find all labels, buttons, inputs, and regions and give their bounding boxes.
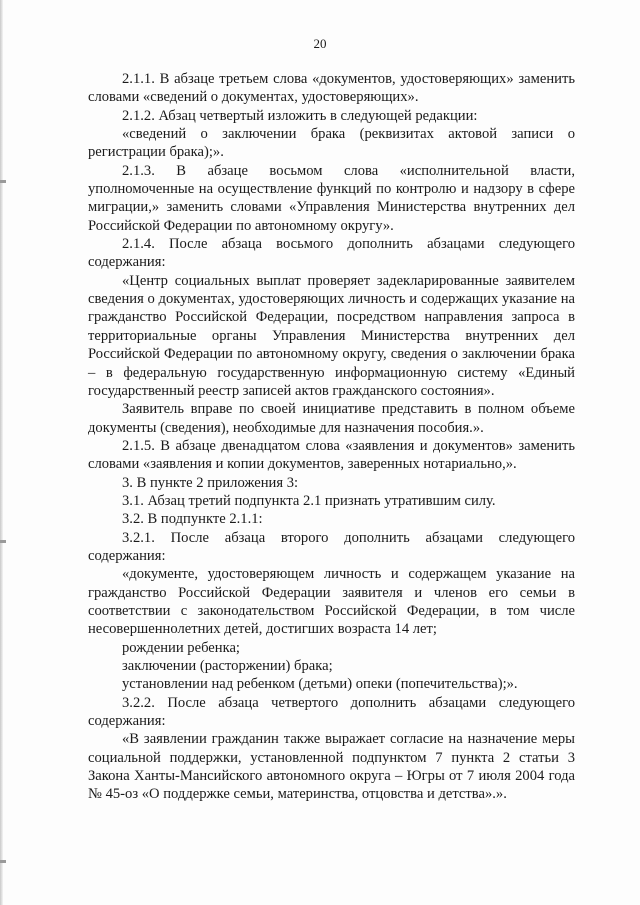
paragraph-2-1-3: 2.1.3. В абзаце восьмом слова «исполнительной власти, уполномоченные на осуществление функций по контролю и надзору в сфере миграции,» заменить словами «Управления Министерства внутренних дел Российской Федерации по автономному округу».: [88, 162, 575, 234]
paragraph-2-1-2: 2.1.2. Абзац четвертый изложить в следующей редакции:: [122, 107, 478, 124]
scan-artifact-mark: [0, 860, 6, 863]
paragraph-2-1-5: 2.1.5. В абзаце двенадцатом слова «заявления и документов» заменить словами «заявления и копии документов, заверенных нотариально,».: [88, 437, 575, 473]
paragraph-3-2: 3.2. В подпункте 2.1.1:: [122, 511, 263, 528]
paragraph-3-1: 3.1. Абзац третий подпункта 2.1 признать утратившим силу.: [122, 492, 496, 509]
paragraph-quote-consent: «В заявлении гражданин также выражает согласие на назначение меры социальной поддержки, установленной подпунктом 7 пункта 2 статьи 3 Закона Ханты-Мансийского автономного округа – Югры от 7 июля 2004 года № 45-оз «О поддержке семьи, материнства, отцовства и детства».».: [88, 731, 575, 803]
paragraph-quote-center: «Центр социальных выплат проверяет задекларированные заявителем сведения о документах, удостоверяющих личность и содержащих указание на гражданство Российской Федерации, посредством направления запроса в территориальные органы Управления Министерства внутренних дел Российской Федерации по автономному округу, сведения о заключении брака – в федеральную государственную информационную систему «Единый государственный реестр записей актов гражданского состояния».: [88, 272, 575, 399]
paragraph-3-2-1: 3.2.1. После абзаца второго дополнить абзацами следующего содержания:: [88, 529, 575, 564]
paragraph-3: 3. В пункте 2 приложения 3:: [122, 474, 299, 491]
scan-artifact-mark: [0, 180, 6, 183]
paragraph-marriage: заключении (расторжении) брака;: [122, 658, 333, 674]
paragraph-quote-document: «документе, удостоверяющем личность и содержащем указание на гражданство Российской Федерации заявителя и членов его семьи в соответствии с законодательством Российской Федерации, в том числе несовершеннолетних детей, достигших возраста 14 лет;: [88, 566, 575, 638]
paragraph-2-1-4: 2.1.4. После абзаца восьмого дополнить абзацами следующего содержания:: [88, 236, 575, 271]
paragraph-2-1-1: 2.1.1. В абзаце третьем слова «документов, удостоверяющих» заменить словами «сведений о документах, удостоверяющих».: [88, 71, 575, 106]
paragraph-quote-marriage: «сведений о заключении брака (реквизитах актовой записи о регистрации брака);».: [88, 126, 575, 161]
paragraph-applicant-right: Заявитель вправе по своей инициативе представить в полном объеме документы (сведения), необходимые для назначения пособия.».: [88, 401, 575, 436]
document-body: [88, 70, 575, 804]
paragraph-guardianship: установлении над ребенком (детьми) опеки (попечительства);».: [122, 676, 518, 693]
paragraph-3-2-2: 3.2.2. После абзаца четвертого дополнить абзацами следующего содержания:: [88, 694, 575, 730]
scan-artifact-mark: [0, 540, 6, 543]
paragraph-birth: рождении ребенка;: [122, 639, 240, 656]
scan-edge-shadow: [0, 0, 3, 905]
page-number: 20: [313, 36, 327, 51]
